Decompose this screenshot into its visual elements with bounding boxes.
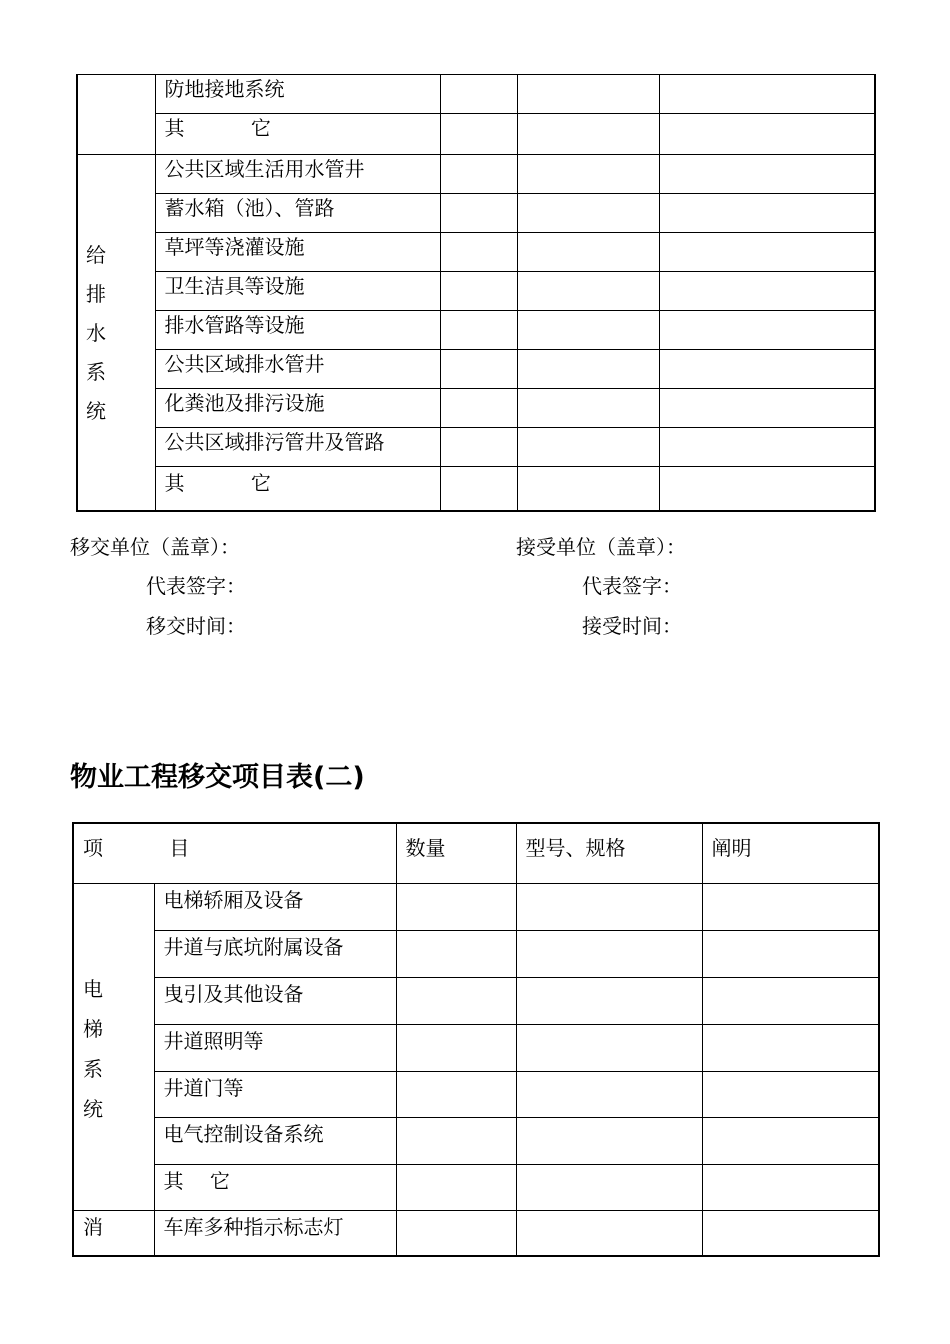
- item-cell: 公共区域生活用水管井: [155, 155, 440, 194]
- note-cell: [702, 1210, 879, 1256]
- model-cell: [517, 233, 659, 272]
- note-cell: [659, 428, 875, 467]
- note-cell: [702, 930, 879, 977]
- table-row: [73, 1210, 879, 1256]
- item-cell: 卫生洁具等设施: [155, 272, 440, 311]
- qty-cell: [396, 930, 516, 977]
- note-cell: [659, 311, 875, 350]
- model-cell: [517, 311, 659, 350]
- category-cell-blank: [77, 75, 155, 155]
- category-char: 统: [86, 398, 106, 423]
- category-char: 系: [83, 1056, 103, 1081]
- table-row: [77, 114, 875, 155]
- table-row: [73, 883, 879, 930]
- table-row: [77, 350, 875, 389]
- qty-cell: [440, 311, 517, 350]
- table-row: [77, 233, 875, 272]
- qty-cell: [440, 114, 517, 155]
- qty-cell: [440, 272, 517, 311]
- qty-cell: [440, 350, 517, 389]
- header-qty: 数量: [396, 823, 516, 883]
- category-char: 系: [86, 359, 106, 384]
- note-cell: [702, 1164, 879, 1210]
- receive-time-label: 接受时间：: [582, 614, 682, 638]
- transfer-rep-label: 代表签字：: [146, 574, 246, 598]
- category-char: 电: [83, 976, 103, 1001]
- note-cell: [659, 350, 875, 389]
- qty-cell: [440, 75, 517, 114]
- model-cell: [516, 1024, 702, 1071]
- qty-cell: [396, 1024, 516, 1071]
- note-cell: [659, 75, 875, 114]
- table-row: [77, 194, 875, 233]
- model-cell: [516, 930, 702, 977]
- category-char: 给: [86, 242, 106, 267]
- category-cell-fire-system: 消: [73, 1210, 154, 1256]
- item-cell: 车库多种指示标志灯: [154, 1210, 396, 1256]
- header-item: 项 目: [73, 823, 396, 883]
- model-cell: [517, 155, 659, 194]
- qty-cell: [396, 1071, 516, 1117]
- category-char: 水: [86, 320, 106, 345]
- model-cell: [517, 428, 659, 467]
- item-cell: 电梯轿厢及设备: [154, 883, 396, 930]
- table-row: [77, 75, 875, 114]
- qty-cell: [440, 194, 517, 233]
- note-cell: [702, 1024, 879, 1071]
- note-cell: [659, 272, 875, 311]
- note-cell: [702, 977, 879, 1024]
- header-model: 型号、规格: [516, 823, 702, 883]
- qty-cell: [440, 389, 517, 428]
- table-header-row: [73, 823, 879, 883]
- item-cell: 其 它: [155, 114, 440, 155]
- item-cell: 防地接地系统: [155, 75, 440, 114]
- receive-unit-label: 接受单位（盖章）：: [516, 535, 686, 559]
- category-cell-water-system: [77, 155, 155, 511]
- item-cell: 其 它: [154, 1164, 396, 1210]
- qty-cell: [396, 977, 516, 1024]
- category-cell-elevator-system: [73, 883, 154, 1210]
- table-row: [73, 1024, 879, 1071]
- note-cell: [702, 1117, 879, 1164]
- category-char: 统: [83, 1096, 103, 1121]
- note-cell: [702, 1071, 879, 1117]
- model-cell: [517, 114, 659, 155]
- qty-cell: [396, 1210, 516, 1256]
- page-title: 物业工程移交项目表(二): [70, 762, 365, 793]
- model-cell: [517, 194, 659, 233]
- model-cell: [516, 977, 702, 1024]
- model-cell: [517, 467, 659, 511]
- qty-cell: [396, 883, 516, 930]
- table-row: [73, 1164, 879, 1210]
- category-char: 排: [86, 281, 106, 306]
- table-row: [73, 977, 879, 1024]
- category-char: 梯: [83, 1016, 103, 1041]
- item-cell: 草坪等浇灌设施: [155, 233, 440, 272]
- qty-cell: [440, 428, 517, 467]
- model-cell: [517, 389, 659, 428]
- item-cell: 曳引及其他设备: [154, 977, 396, 1024]
- note-cell: [659, 467, 875, 511]
- model-cell: [516, 883, 702, 930]
- model-cell: [517, 272, 659, 311]
- model-cell: [516, 1071, 702, 1117]
- note-cell: [659, 194, 875, 233]
- qty-cell: [440, 155, 517, 194]
- qty-cell: [440, 233, 517, 272]
- item-cell: 公共区域排污管井及管路: [155, 428, 440, 467]
- item-cell: 蓄水箱（池）、管路: [155, 194, 440, 233]
- note-cell: [659, 155, 875, 194]
- table-row: [77, 428, 875, 467]
- item-cell: 井道照明等: [154, 1024, 396, 1071]
- header-note: 阐明: [702, 823, 879, 883]
- item-cell: 井道门等: [154, 1071, 396, 1117]
- note-cell: [659, 114, 875, 155]
- transfer-time-label: 移交时间：: [146, 614, 246, 638]
- item-cell: 电气控制设备系统: [154, 1117, 396, 1164]
- note-cell: [659, 389, 875, 428]
- item-cell: 其 它: [155, 467, 440, 511]
- table-row: [77, 389, 875, 428]
- model-cell: [516, 1117, 702, 1164]
- table-row: [73, 930, 879, 977]
- note-cell: [702, 883, 879, 930]
- table-row: [73, 1071, 879, 1117]
- item-cell: 公共区域排水管井: [155, 350, 440, 389]
- qty-cell: [396, 1164, 516, 1210]
- model-cell: [517, 75, 659, 114]
- table-row: [77, 272, 875, 311]
- model-cell: [516, 1210, 702, 1256]
- table-row: [77, 311, 875, 350]
- note-cell: [659, 233, 875, 272]
- table-row: [73, 1117, 879, 1164]
- item-cell: 井道与底坑附属设备: [154, 930, 396, 977]
- transfer-table-part1: [76, 74, 876, 512]
- transfer-unit-label: 移交单位（盖章）：: [70, 535, 240, 559]
- table-row: [77, 155, 875, 194]
- qty-cell: [396, 1117, 516, 1164]
- transfer-table-part2: [72, 822, 880, 1257]
- receive-rep-label: 代表签字：: [582, 574, 682, 598]
- item-cell: 排水管路等设施: [155, 311, 440, 350]
- model-cell: [517, 350, 659, 389]
- table-row: [77, 467, 875, 511]
- model-cell: [516, 1164, 702, 1210]
- qty-cell: [440, 467, 517, 511]
- item-cell: 化粪池及排污设施: [155, 389, 440, 428]
